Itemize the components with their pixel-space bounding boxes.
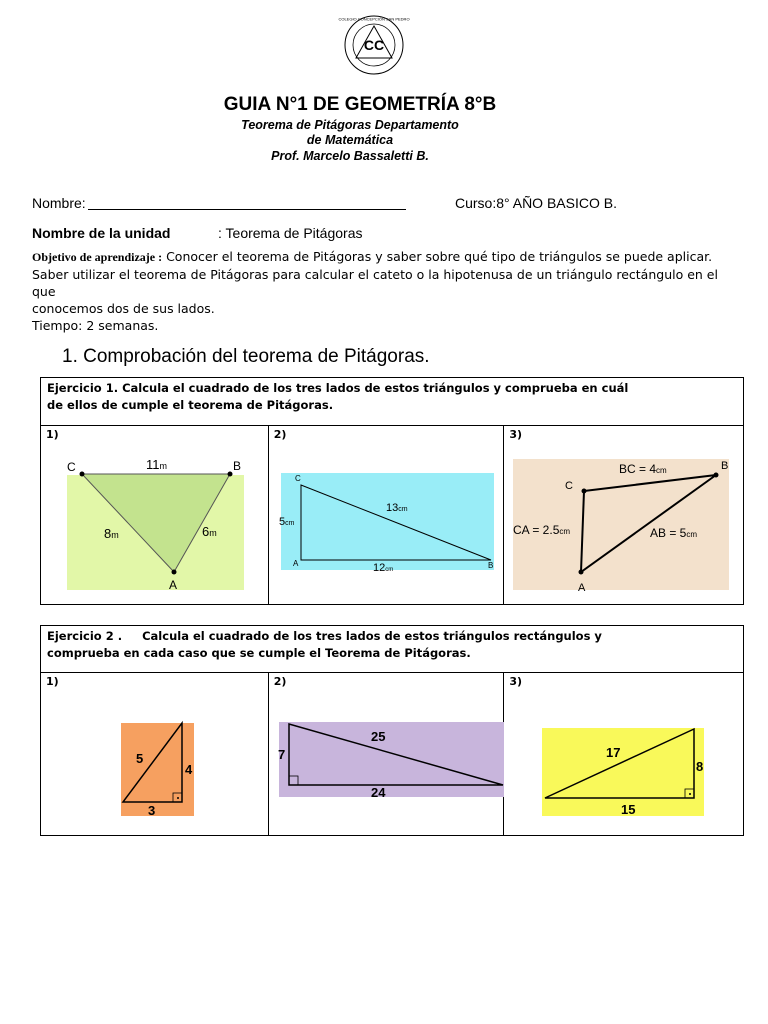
svg-text:17: 17 bbox=[606, 745, 621, 760]
school-logo bbox=[338, 14, 410, 76]
side-bottom: 12cm bbox=[372, 562, 393, 574]
exercise-2-table bbox=[40, 625, 744, 836]
triangle-2-bg bbox=[278, 473, 494, 570]
svg-text:25: 25 bbox=[370, 729, 386, 744]
svg-text:B: B bbox=[721, 460, 729, 472]
side-top: 11m bbox=[146, 457, 167, 472]
name-label: Nombre: bbox=[32, 195, 86, 211]
svg-text:5: 5 bbox=[136, 751, 144, 766]
objective-label: Objetivo de aprendizaje : bbox=[32, 250, 163, 264]
exercise-2-line-1: Calcula el cuadrado de los tres lados de estos triángulos rectángulos y bbox=[142, 629, 602, 643]
side-ab: AB = 5cm bbox=[650, 526, 698, 540]
objective-line-2: Saber utilizar el teorema de Pitágoras para calcular el cateto o la hipotenusa de un triángulo rectángulo en el que bbox=[32, 267, 718, 299]
unit-value: : Teorema de Pitágoras bbox=[218, 225, 363, 241]
cell-number: 3) bbox=[509, 675, 523, 688]
cell-number: 1) bbox=[46, 675, 59, 688]
svg-text:8: 8 bbox=[696, 759, 704, 774]
exercise-1-line-2: de ellos de cumple el teorema de Pitágoras. bbox=[47, 398, 334, 412]
exercise-1-line-1: Ejercicio 1. Calcula el cuadrado de los tres lados de estos triángulos y comprueba en cuál bbox=[47, 381, 629, 395]
cell-number: 1) bbox=[46, 428, 59, 441]
svg-text:3: 3 bbox=[148, 803, 156, 818]
svg-text:B: B bbox=[487, 561, 494, 570]
svg-text:7: 7 bbox=[277, 747, 285, 762]
side-ca: CA = 2.5cm bbox=[513, 523, 571, 537]
ex2-triangle-3-figure bbox=[504, 673, 744, 836]
svg-text:15: 15 bbox=[621, 802, 636, 817]
triangle-2-figure bbox=[269, 426, 505, 605]
side-left: 5cm bbox=[278, 516, 295, 528]
unit-label: Nombre de la unidad bbox=[32, 225, 171, 241]
svg-text:C: C bbox=[294, 474, 301, 483]
cell-number: 2) bbox=[273, 428, 287, 441]
vertex-b: B bbox=[233, 459, 242, 473]
exercise-1-cell-1 bbox=[41, 426, 269, 605]
ex2-triangle-1-figure bbox=[41, 673, 269, 836]
objective-line-3: conocemos dos de sus lados. bbox=[32, 301, 215, 316]
objective-line-1: Conocer el teorema de Pitágoras y saber sobre qué tipo de triángulos se puede aplicar. bbox=[162, 249, 713, 264]
vertex-a: A bbox=[169, 578, 178, 592]
objective bbox=[32, 248, 732, 334]
side-right: 6m bbox=[202, 524, 217, 539]
side-hyp: 13cm bbox=[385, 502, 408, 514]
svg-text:CC: CC bbox=[363, 37, 385, 53]
exercise-2-cell-1 bbox=[41, 673, 269, 836]
subtitle-line-1: Teorema de Pitágoras Departamento bbox=[241, 118, 459, 132]
course-label: Curso:8° AÑO BASICO B. bbox=[455, 195, 617, 211]
triangle-3-figure bbox=[504, 426, 744, 605]
side-left: 8m bbox=[104, 526, 119, 541]
vertex-c: C bbox=[67, 460, 76, 474]
page-title: GUIA N°1 DE GEOMETRÍA 8°B bbox=[223, 94, 497, 115]
exercise-1-table bbox=[40, 377, 744, 605]
side-bc: BC = 4cm bbox=[619, 462, 668, 476]
exercise-1-header bbox=[41, 378, 744, 426]
exercise-2-line-2: comprueba en cada caso que se cumple el Teorema de Pitágoras. bbox=[47, 646, 471, 660]
svg-text:C: C bbox=[565, 480, 574, 492]
objective-time: Tiempo: 2 semanas. bbox=[32, 318, 159, 333]
ex2-triangle-2-figure bbox=[269, 673, 505, 836]
section-title: 1. Comprobación del teorema de Pitágoras. bbox=[62, 346, 430, 367]
subtitle-line-2: de Matemática bbox=[306, 133, 394, 147]
exercise-2-label: Ejercicio 2 . bbox=[47, 629, 123, 643]
name-field[interactable] bbox=[88, 209, 406, 210]
exercise-2-cell-2 bbox=[268, 673, 504, 836]
cell-number: 3) bbox=[509, 428, 523, 441]
svg-text:A: A bbox=[292, 559, 299, 568]
triangle-1-figure bbox=[41, 426, 269, 605]
exercise-1-cell-2 bbox=[268, 426, 504, 605]
svg-text:4: 4 bbox=[185, 762, 193, 777]
svg-text:A: A bbox=[578, 582, 586, 594]
exercise-2-cell-3 bbox=[504, 673, 744, 836]
exercise-1-cell-3 bbox=[504, 426, 744, 605]
exercise-2-header bbox=[41, 626, 744, 673]
cell-number: 2) bbox=[273, 675, 287, 688]
logo-text: COLEGIO CONCEPCIÓN SAN PEDRO bbox=[338, 16, 410, 22]
svg-text:24: 24 bbox=[370, 785, 386, 800]
subtitle-line-3: Prof. Marcelo Bassaletti B. bbox=[271, 149, 429, 163]
